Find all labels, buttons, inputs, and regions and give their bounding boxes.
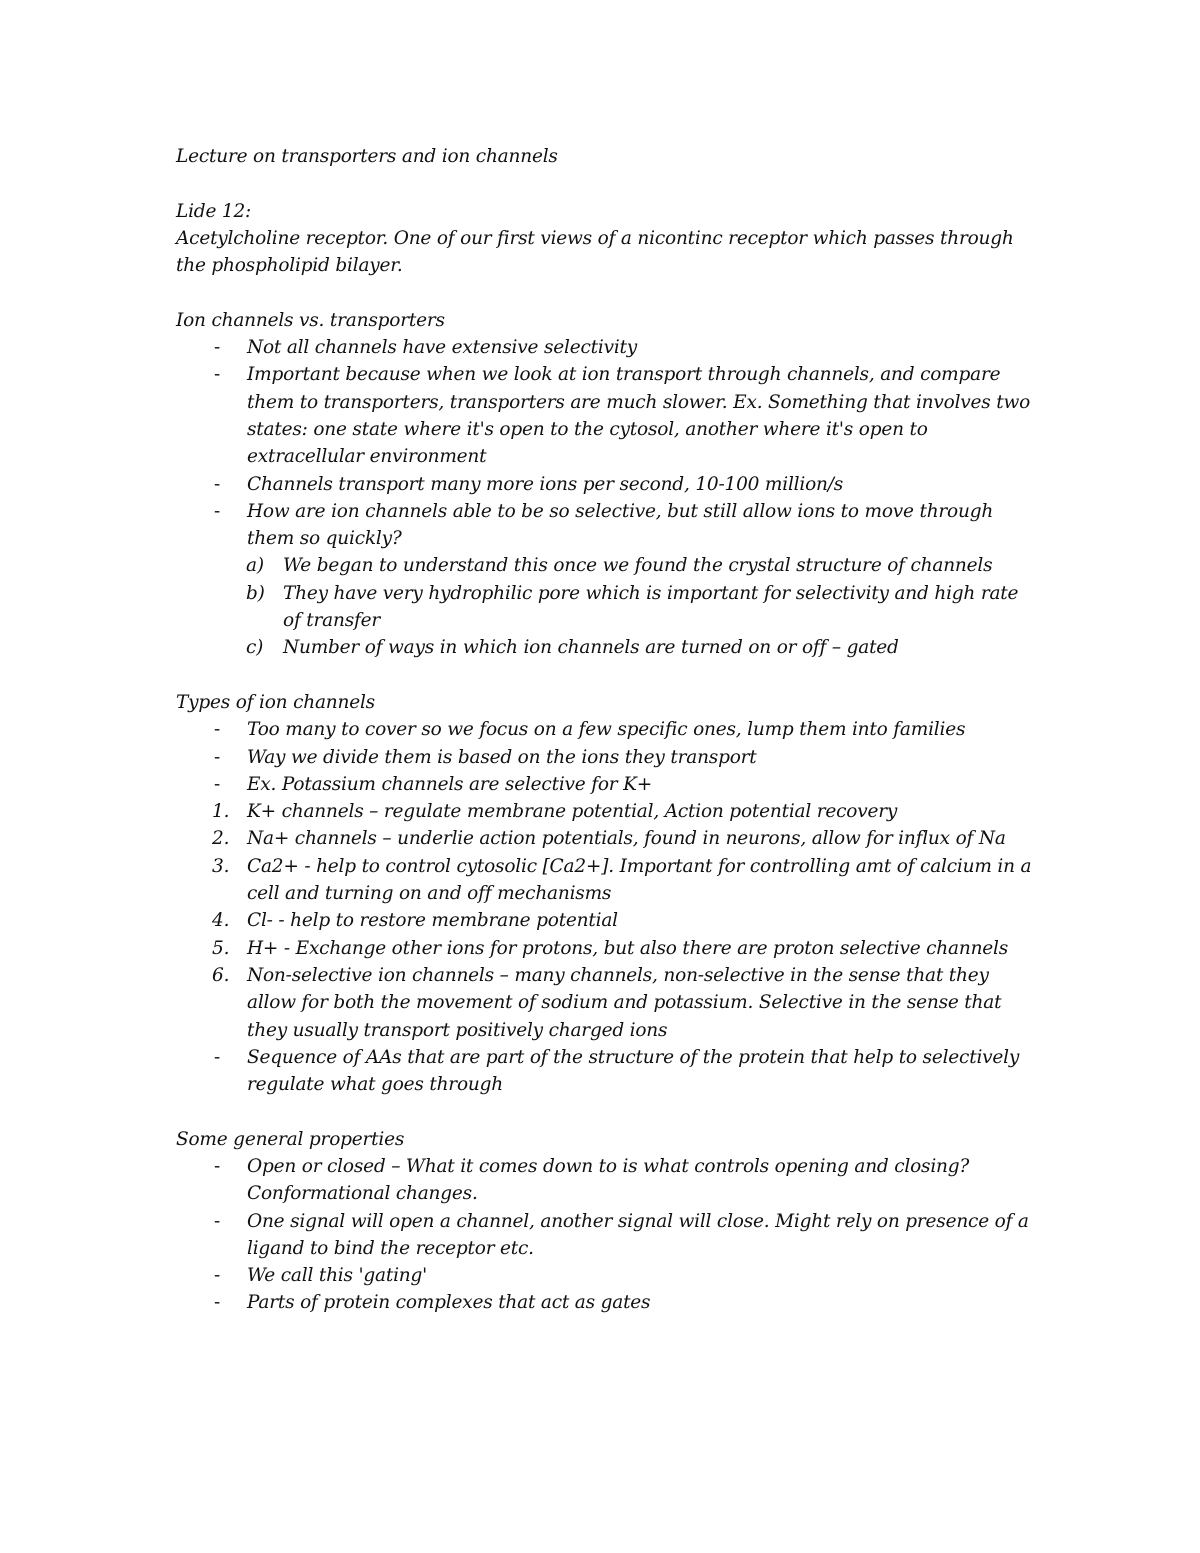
list-item-text: Cl- - help to restore membrane potential [247, 910, 618, 932]
list-marker: - [214, 1046, 221, 1068]
sub-list-item-text: We began to understand this once we found the crystal structure of channels [283, 555, 993, 577]
document-title: Lecture on transporters and ion channels [176, 146, 558, 167]
document-page [176, 143, 1036, 1317]
numbered-item [176, 825, 1036, 852]
list-number: 1. [212, 801, 230, 823]
section-heading: Types of ion channels [176, 691, 375, 713]
sub-list-item [176, 634, 1036, 661]
numbered-item [176, 962, 1036, 1044]
list-item-text: Sequence of AAs that are part of the structure of the protein that help to selectively regulate what goes through [247, 1046, 1020, 1096]
list-item-text: Na+ channels – underlie action potentials, found in neurons, allow for influx of Na [247, 828, 1006, 850]
sub-list-item [176, 580, 1036, 635]
list-item [176, 1262, 1036, 1289]
list-item-text: Way we divide them is based on the ions they transport [247, 746, 757, 768]
list-item [176, 334, 1036, 361]
list-item [176, 771, 1036, 798]
blank-line [176, 1098, 1036, 1125]
list-item [176, 1289, 1036, 1316]
blank-line [176, 170, 1036, 197]
blank-line [176, 662, 1036, 689]
sub-list-marker: a) [246, 555, 264, 577]
list-item [176, 1153, 1036, 1208]
list-item-text: Ca2+ - help to control cytosolic [Ca2+]. Important for controlling amt of calcium in a cell and turning on and off mechanisms [247, 855, 1032, 905]
section-heading: Ion channels vs. transporters [176, 309, 445, 331]
list-item [176, 361, 1036, 470]
sub-list-item [176, 552, 1036, 579]
list-item-text: We call this 'gating' [247, 1265, 428, 1287]
list-item-text: Non-selective ion channels – many channels, non-selective in the sense that they allow for both the movement of sodium and potassium. Selective in the sense that they usually transport positively charged ions [247, 964, 1002, 1041]
list-item-text: Too many to cover so we focus on a few specific ones, lump them into families [247, 719, 966, 741]
list-marker: - [214, 364, 221, 386]
list-number: 4. [212, 910, 230, 932]
list-marker: - [214, 1210, 221, 1232]
list-marker: - [214, 500, 221, 522]
list-item-text: Important because when we look at ion transport through channels, and compare them to transporters, transporters are much slower. Ex. Something that involves two states: one state where it's open to the cytosol, another where it's open to extracellular environment [247, 364, 1031, 468]
section-heading: Some general properties [176, 1128, 405, 1150]
list-number: 5. [212, 937, 230, 959]
list-item [176, 716, 1036, 743]
numbered-item [176, 853, 1036, 908]
sub-list-marker: c) [246, 637, 264, 659]
list-marker: - [214, 773, 221, 795]
list-item [176, 744, 1036, 771]
list-item-text: K+ channels – regulate membrane potential, Action potential recovery [247, 801, 898, 823]
list-marker: - [214, 719, 221, 741]
numbered-item [176, 907, 1036, 934]
list-item-text: Open or closed – What it comes down to is what controls opening and closing? Conformational changes. [247, 1155, 970, 1205]
list-marker: - [214, 1155, 221, 1177]
list-number: 2. [212, 828, 230, 850]
list-item [176, 1044, 1036, 1099]
list-item-text: H+ - Exchange other ions for protons, but also there are proton selective channels [247, 937, 1009, 959]
list-item-text: Not all channels have extensive selectivity [247, 337, 638, 359]
list-item [176, 498, 1036, 553]
list-number: 3. [212, 855, 230, 877]
list-marker: - [214, 337, 221, 359]
sub-list-item-text: They have very hydrophilic pore which is important for selectivity and high rate of transfer [283, 582, 1019, 632]
sub-list-item-text: Number of ways in which ion channels are turned on or off – gated [283, 637, 899, 659]
list-marker: - [214, 1265, 221, 1287]
list-item [176, 1208, 1036, 1263]
slide-heading: Lide 12: [176, 200, 252, 222]
list-item-text: Channels transport many more ions per second, 10-100 million/s [247, 473, 844, 495]
list-item [176, 471, 1036, 498]
list-number: 6. [212, 964, 230, 986]
list-item-text: One signal will open a channel, another signal will close. Might rely on presence of a ligand to bind the receptor etc. [247, 1210, 1029, 1259]
list-item-text: How are ion channels able to be so selective, but still allow ions to move through them so quickly? [247, 500, 994, 550]
list-marker: - [214, 746, 221, 768]
blank-line [176, 279, 1036, 306]
list-marker: - [214, 1292, 221, 1314]
list-item-text: Ex. Potassium channels are selective for K+ [247, 773, 653, 795]
list-marker: - [214, 473, 221, 495]
sub-list-marker: b) [246, 582, 265, 604]
list-item-text: Parts of protein complexes that act as gates [247, 1292, 651, 1314]
numbered-item [176, 935, 1036, 962]
slide-text: Acetylcholine receptor. One of our first views of a nicontinc receptor which passes through the phospholipid bilayer. [176, 227, 1014, 277]
numbered-item [176, 798, 1036, 825]
